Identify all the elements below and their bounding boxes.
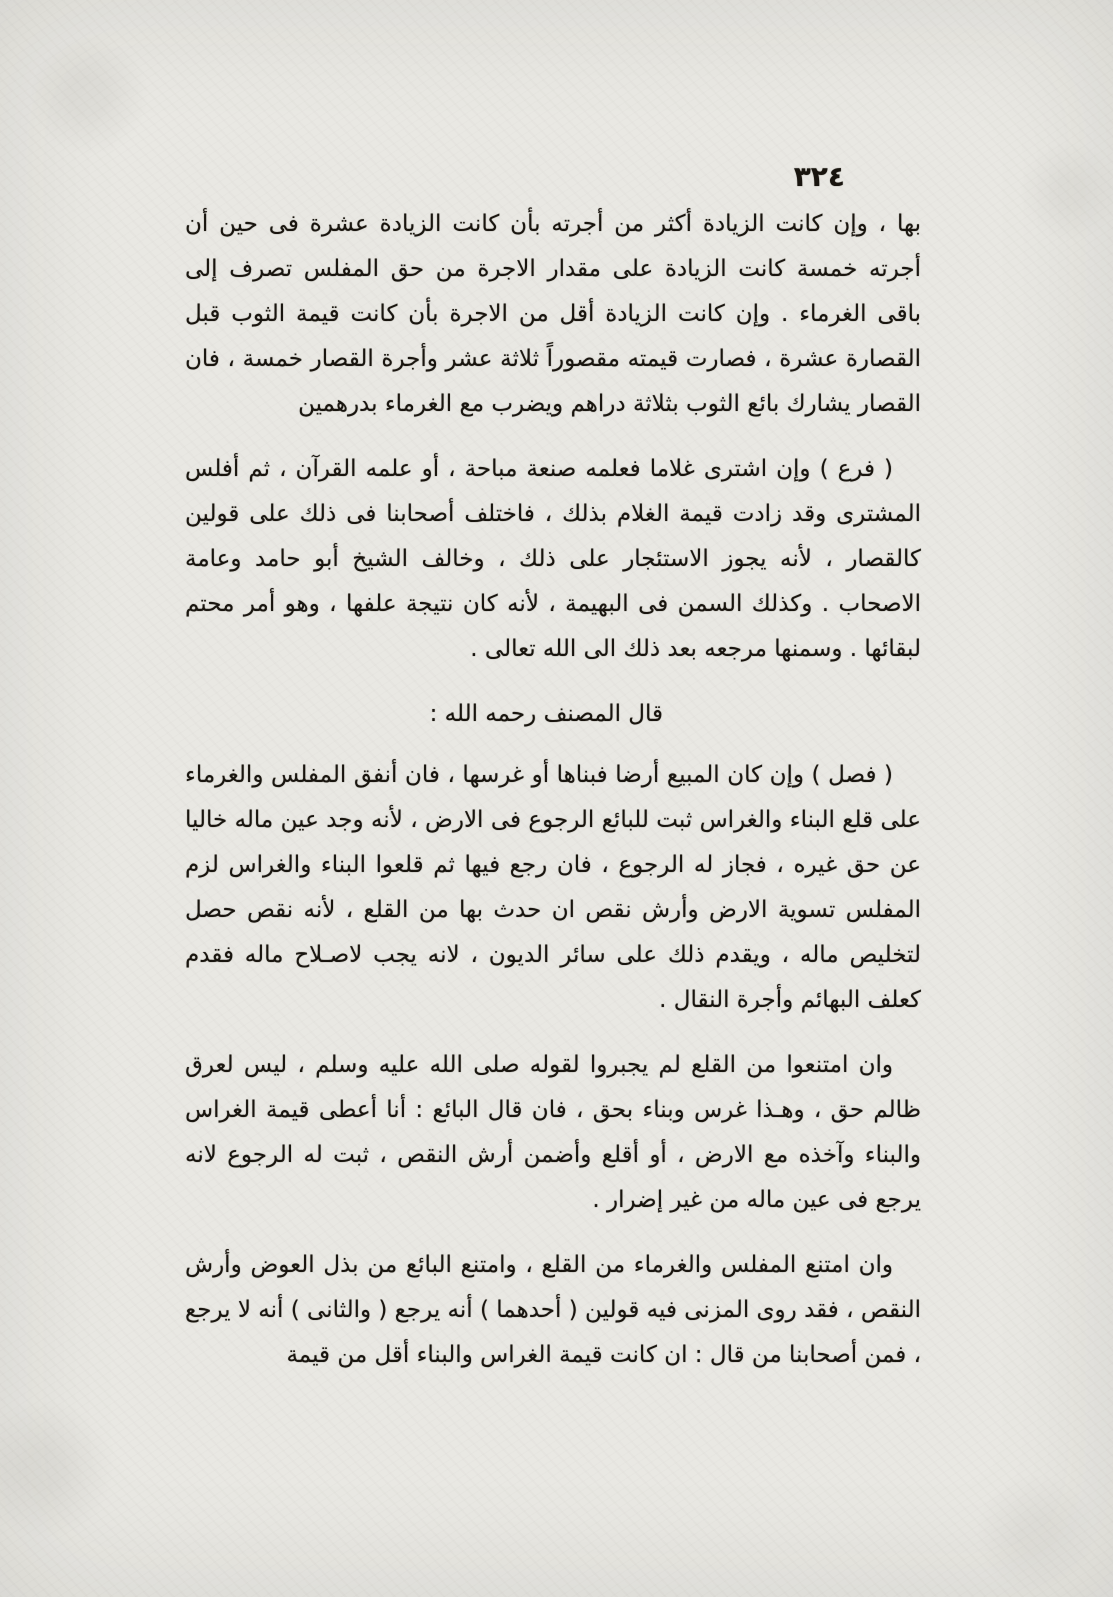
paragraph-far: ( فرع ) وإن اشترى غلاما فعلمه صنعة مباحة ، أو علمه القرآن ، ثم أفلس المشترى وقد زادت قيمة الغلام بذلك ، فاختلف أصحابنا فى ذلك على قولين كالقصار ، لأنه يجوز الاستئجار على ذلك ، وخالف الشيخ أبو حامد وعامة الاصحاب . وكذلك السمن فى البهيمة ، لأنه كان نتيجة علفها ، وهو أمر محتم لبقائها . وسمنها مرجعه بعد ذلك الى الله تعالى .	[185, 456, 921, 662]
paragraph-fasl: ( فصل ) وإن كان المبيع أرضا فبناها أو غرسها ، فان أنفق المفلس والغرماء على قلع البناء والغراس ثبت للبائع الرجوع فى الارض ، لأنه وجد عين ماله خاليا عن حق غيره ، فجاز له الرجوع ، فان رجع فيها ثم قلعوا البناء والغراس لزم المفلس تسوية الارض وأرش نقص ان حدث بها من القلع ، لأنه نقص حصل لتخليص ماله ، ويقدم ذلك على سائر الديون ، لانه يجب لاصـلاح ماله فقدم كعلف البهائم وأجرة النقال .	[185, 762, 921, 1013]
paragraph-imtana: وان امتنع المفلس والغرماء من القلع ، وامتنع البائع من بذل العوض وأرش النقص ، فقد روى المزنى فيه قولين ( أحدهما ) أنه يرجع ( والثانى ) أنه لا يرجع ، فمن أصحابنا من قال : ان كانت قيمة الغراس والبناء أقل من قيمة	[185, 1252, 921, 1368]
author-attribution-line: قال المصنف رحمه الله :	[429, 701, 663, 727]
paragraph-imtanau: وان امتنعوا من القلع لم يجبروا لقوله صلى الله عليه وسلم ، ليس لعرق ظالم حق ، وهـذا غرس وبناء بحق ، فان قال البائع : أنا أعطى قيمة الغراس والبناء وآخذه مع الارض ، أو أقلع وأضمن أرش النقص ، ثبت له الرجوع لانه يرجع فى عين ماله من غير إضرار .	[185, 1052, 921, 1213]
text-block	[185, 202, 921, 1398]
page-number: ٣٢٤	[793, 160, 845, 193]
paragraph-continuation: بها ، وإن كانت الزيادة أكثر من أجرته بأن كانت الزيادة عشرة فى حين أن أجرته خمسة كانت الزيادة على مقدار الاجرة من حق المفلس تصرف إلى باقى الغرماء . وإن كانت الزيادة أقل من الاجرة بأن كانت قيمة الثوب قبل القصارة عشرة ، فصارت قيمته مقصوراً ثلاثة عشر وأجرة القصار خمسة ، فان القصار يشارك بائع الثوب بثلاثة دراهم ويضرب مع الغرماء بدرهمين	[185, 211, 921, 417]
